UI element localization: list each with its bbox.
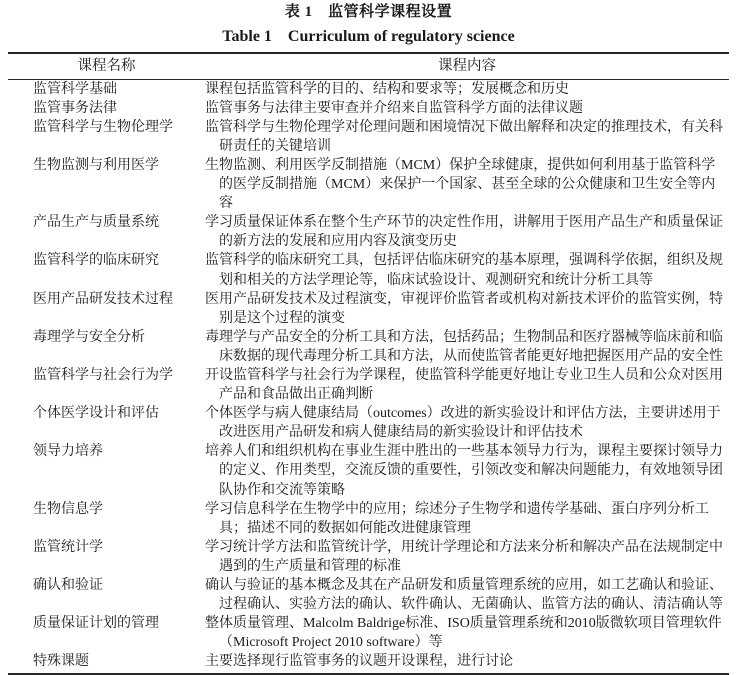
course-name-cell: 产品生产与质量系统: [33, 215, 159, 231]
table-row: [8, 652, 729, 671]
course-name-cell: 个体医学设计和评估: [33, 406, 159, 422]
course-content-cell: 整体质量管理、Malcolm Baldrige标准、ISO质量管理系统和2010版微软项目管理软件（Microsoft Project 2010 software）等: [205, 616, 722, 651]
course-name-cell: 领导力培养: [33, 444, 103, 460]
course-name-cell: 毒理学与安全分析: [33, 329, 145, 345]
course-content-cell: 生物监测、利用医学反制措施（MCM）保护全球健康，提供如何利用基于监管科学的医学反制措施（MCM）来保护一个国家、甚至全球的公众健康和卫生安全等内容: [205, 157, 716, 212]
course-content-cell: 主要选择现行监管事务的议题开设课程，进行讨论: [205, 654, 513, 670]
table-row: [8, 404, 729, 442]
table-row: [8, 500, 729, 538]
course-name-cell: 监管科学的临床研究: [33, 253, 159, 269]
course-content-cell: 监管事务与法律主要审查并介绍来自监管科学方面的法律议题: [205, 100, 583, 116]
table-row: [8, 213, 729, 251]
course-content-cell: 课程包括监管科学的目的、结构和要求等；发展概念和历史: [205, 81, 569, 97]
course-content-cell: 开设监管科学与社会行为学课程，使监管科学能更好地让专业卫生人员和公众对医用产品和食品做出正确判断: [205, 368, 723, 403]
course-content-cell: 监管科学与生物伦理学对伦理问题和困境情况下做出解释和决定的推理技术，有关科研责任的关键培训: [205, 119, 723, 154]
course-content-cell: 学习质量保证体系在整个生产环节的决定性作用，讲解用于医用产品生产和质量保证的新方法的发展和应用内容及演变历史: [205, 215, 723, 250]
table-row: [8, 328, 729, 366]
course-name-cell: 医用产品研发技术过程: [33, 291, 173, 307]
table-row: [8, 80, 729, 99]
course-name-cell: 生物信息学: [33, 501, 103, 517]
table-row: [8, 156, 729, 213]
course-content-cell: 毒理学与产品安全的分析工具和方法，包括药品；生物制品和医疗器械等临床前和临床数据的现代毒理分析工具和方法，从而使监管者能更好地把握医用产品的安全性: [205, 329, 723, 364]
course-content-cell: 学习信息科学在生物学中的应用；综述分子生物学和遗传学基础、蛋白序列分析工具；描述不同的数据如何能改进健康管理: [205, 501, 709, 536]
course-content-cell: 监管科学的临床研究工具，包括评估临床研究的基本原理，强调科学依据，组织及规划和相关的方法学理论等，临床试验设计、观测研究和统计分析工具等: [205, 253, 723, 288]
course-content-cell: 确认与验证的基本概念及其在产品研发和质量管理系统的应用，如工艺确认和验证、过程确认、实验方法的确认、软件确认、无菌确认、监管方法的确认、清洁确认等: [205, 578, 723, 613]
course-name-cell: 生物监测与利用医学: [33, 157, 159, 173]
table-row: [8, 614, 729, 652]
table-row: [8, 538, 729, 576]
course-name-cell: 监管统计学: [33, 539, 103, 555]
table-title-en: Table 1 Curriculum of regulatory science: [222, 28, 515, 45]
table-row: [8, 99, 729, 118]
table-row: [8, 576, 729, 614]
table-row: [8, 118, 729, 156]
column-header-course-content: 课程内容: [438, 58, 496, 74]
course-name-cell: 监管科学基础: [33, 81, 117, 97]
course-name-cell: 监管科学与生物伦理学: [33, 119, 173, 135]
table-row: [8, 251, 729, 289]
course-content-cell: 个体医学与病人健康结局（outcomes）改进的新实验设计和评估方法，主要讲述用于改进医用产品研发和病人健康结局的新实验设计和评估技术: [205, 406, 721, 441]
course-content-cell: 培养人们和组织机构在事业生涯中胜出的一些基本领导力行为，课程主要探讨领导力的定义、作用类型，交流反馈的重要性，引领改变和解决问题能力，有效地领导团队协作和交流等策略: [205, 444, 723, 498]
course-name-cell: 质量保证计划的管理: [33, 616, 159, 632]
table-row: [8, 366, 729, 404]
table-header-row: [8, 54, 729, 80]
course-name-cell: 监管科学与社会行为学: [33, 368, 173, 383]
column-header-course-name: 课程名称: [77, 58, 136, 74]
table-title-cn: 表 1 监管科学课程设置: [284, 4, 453, 20]
table-row: [8, 290, 729, 328]
course-name-cell: 监管事务法律: [33, 100, 117, 116]
table-body: [8, 80, 729, 673]
table-row: [8, 442, 729, 499]
course-name-cell: 特殊课题: [33, 654, 89, 670]
course-content-cell: 医用产品研发技术及过程演变，审视评价监管者或机构对新技术评价的监管实例，特别是这个过程的演变: [205, 291, 723, 326]
course-content-cell: 学习统计学方法和监管统计学，用统计学理论和方法来分析和解决产品在法规制定中遇到的生产质量和管理的标准: [205, 539, 723, 574]
curriculum-table: [8, 52, 729, 675]
course-name-cell: 确认和验证: [33, 578, 103, 594]
